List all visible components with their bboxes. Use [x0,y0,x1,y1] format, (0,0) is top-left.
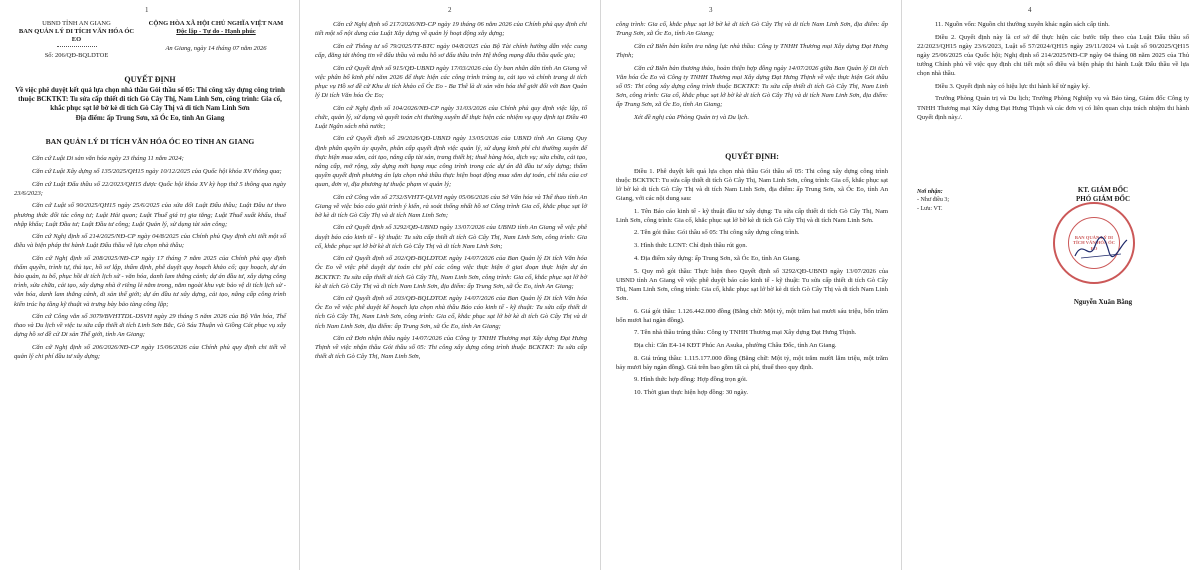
stamp-text: BAN QUẢN LÝ DI TÍCH VĂN HÓA ÓC EO [1072,234,1116,251]
page-number: 2 [448,6,452,14]
article-item: 2. Tên gói thầu: Gói thầu số 05: Thi công xây dựng công trình. [634,229,800,237]
execution-clause: Trưởng Phòng Quản trị và Du lịch; Trưởng Phòng Nghiệp vụ và Bảo tàng, Giám đốc Công ty TNHH Thương mại Xây dựng Đạt Hưng Thịnh và các đơn vị có liên quan chịu trách nhiệm thi hành Quyết định này./. [917,95,1189,121]
legal-basis: Căn cứ Công văn số 2732/SVHTT-QLVH ngày 05/06/2026 của Sở Văn hóa và Thể thao tỉnh An Giang về việc báo cáo giải trình ý kiến, rà soát thống nhất hồ sơ Công trình Gia cố, khắc phục sạt lở bờ kè di tích Gò Cây Thị và di tích Nam Linh Sơn; [315,193,587,219]
recipients-block [917,188,949,213]
article-item: 1. Tên Báo cáo kinh tế - kỹ thuật đầu tư xây dựng: Tu sửa cấp thiết di tích Gò Cây Thị, Nam Linh Sơn, công trình: Gia cố, khắc phục sạt lở bờ kè di tích Gò Cây Thị và di tích Nam Linh Sơn. [616,207,888,224]
recipients-title: Nơi nhận: [917,189,943,195]
legal-basis: Căn cứ Luật số 90/2025/QH15 ngày 25/6/2025 của sửa đổi Luật Đấu thầu; Luật Đầu tư theo phương thức đối tác công tư; Luật Hải quan; Luật Thuế giá trị gia tăng; Luật Thuế xuất khẩu, thuế nhập khẩu; Luật Đầu tư; Luật Đầu tư công; Luật Quản lý, sử dụng tài sản công; [14,202,286,228]
issuing-authority: BAN QUẢN LÝ DI TÍCH VĂN HÓA ÓC EO TỈNH AN GIANG [45,137,255,147]
page-number: 1 [145,6,149,14]
legal-basis: Căn cứ Nghị định số 206/2026/NĐ-CP ngày 15/06/2026 của Chính phủ quy định chi tiết về quản lý chi phí đầu tư xây dựng; [14,344,286,361]
agency-block [14,20,139,61]
handwritten-signature [1071,234,1131,264]
agency-parent: UBND TỈNH AN GIANG [42,20,111,27]
article-item: 10. Thời gian thực hiện hợp đồng: 30 ngày. [634,389,749,397]
article-item: 6. Giá gói thầu: 1.126.442.000 đồng (Bằng chữ: Một tỷ, một trăm hai mươi sáu triệu, bốn trăm bốn mươi hai ngàn đồng). [616,307,888,324]
article-3: Điều 3. Quyết định này có hiệu lực thi hành kể từ ngày ký. [935,82,1090,90]
national-block [146,20,286,61]
article-item: Địa chỉ: Căn E4-14 KĐT Phúc An Asuka, phường Châu Đốc, tỉnh An Giang. [634,341,837,349]
header-divider [57,46,97,47]
article-item: 8. Giá trúng thầu: 1.115.177.000 đồng (Bằng chữ: Một tỷ, một trăm mười lăm triệu, một trăm bảy mươi bảy ngàn đồng). Giá trên bao gồm tất cả phí, thuế theo quy định. [616,354,888,371]
legal-basis: Căn cứ Quyết định số 915/QĐ-UBND ngày 17/03/2026 của Ủy ban nhân dân tỉnh An Giang về việc phân bổ kinh phí năm 2026 để thực hiện các công trình trùng tu, cải tạo và chỉnh trang di tích phục vụ Hồ sơ đề cử Khu di tích khảo cổ Óc Eo - Ba Thê là di sản văn hóa thế giới đối với Ban Quản lý Di tích Văn hóa Óc Eo; [315,64,587,99]
legal-basis: Căn cứ Quyết định số 3292/QĐ-UBND ngày 13/07/2026 của UBND tỉnh An Giang về việc phê duyệt báo cáo kinh tế - kỹ thuật: Tu sửa cấp thiết di tích Gò Cây Thị, Nam Linh Sơn, công trình: Gia cố, khắc phục sạt lở bờ kè di tích Gò Cây Thị và di tích Nam Linh Sơn; [315,224,587,250]
sign-for: KT. GIÁM ĐỐC [1077,186,1129,194]
article-item: 9. Hình thức hợp đồng: Hợp đồng trọn gói. [634,376,748,384]
legal-basis: Căn cứ Thông tư số 79/2025/TT-BTC ngày 04/8/2025 của Bộ Tài chính hướng dẫn việc cung cấp, đăng tải thông tin về đấu thầu và mẫu hồ sơ đấu thầu trên Hệ thống mạng đấu thầu quốc gia; [315,42,587,59]
national-title: CỘNG HÒA XÃ HỘI CHỦ NGHĨA VIỆT NAM [148,20,284,27]
article-item: 5. Quy mô gói thầu: Thực hiện theo Quyết định số 3292/QĐ-UBND ngày 13/07/2026 của UBND tỉnh An Giang về việc phê duyệt báo cáo kinh tế - kỹ thuật: Tu sửa cấp thiết di tích Gò Cây Thị, Nam Linh Sơn, công trình: Gia cố, khắc phục sạt lở bờ kè di tích Gò Cây Thị và di tích Nam Linh Sơn. [616,267,888,302]
subject-location: Địa điểm: ấp Trung Sơn, xã Óc Eo, tỉnh An Giang [75,113,225,122]
subject-text: Về việc phê duyệt kết quả lựa chọn nhà thầu Gói thầu số 05: Thi công xây dựng công trình thuộc BCKTKT: Tu sửa cấp thiết di tích Gò Cây Thị, Nam Linh Sơn, công trình: Gia cố, khắc phục sạt lở bờ kè di tích Gò Cây Thị và di tích Nam Linh Sơn [15,85,285,113]
signature-block [1023,186,1183,204]
page-number: 3 [709,6,713,14]
legal-basis: Căn cứ Nghị định số 104/2026/NĐ-CP ngày 31/03/2026 của Chính phủ quy định việc lập, tổ chức, quản lý, sử dụng và quyết toán chi thường xuyên để thực hiện các nhiệm vụ quy định tại Điều 40 Luật Ngân sách nhà nước; [315,104,587,130]
document-page-3 [602,0,900,570]
article-item: 4. Địa điểm xây dựng: ấp Trung Sơn, xã Óc Eo, tỉnh An Giang. [634,254,801,262]
doc-subject [14,86,286,124]
legal-basis: Căn cứ Công văn số 3079/BVHTTDL-DSVH ngày 29 tháng 5 năm 2026 của Bộ Văn hóa, Thể thao và Du lịch về việc tu sửa cấp thiết di tích Linh Sơn Bắc, Gò Sáu Thuận và Giồng Cát phục vụ xây dựng hồ sơ đề cử Di sản Thế giới, tỉnh An Giang; [14,313,286,339]
legal-basis: Căn cứ Quyết định số 203/QĐ-BQLDTOE ngày 14/07/2026 của Ban Quản lý Di tích Văn hóa Óc Eo về việc phê duyệt kế hoạch lựa chọn nhà thầu Báo cáo kinh tế - kỹ thuật: Tu sửa cấp thiết di tích Gò Cây Thị, Nam Linh Sơn, công trình: Gia cố, khắc phục sạt lở bờ kè di tích Gò Cây Thị và di tích Nam Linh Sơn, địa điểm: ấp Trung Sơn, xã Óc Eo, tỉnh An Giang; [315,295,587,330]
article-item: 11. Nguồn vốn: Nguồn chi thường xuyên khác ngân sách cấp tỉnh. [935,21,1110,28]
legal-basis: Căn cứ Biên bản kiểm tra năng lực nhà thầu: Công ty TNHH Thương mại Xây dựng Đạt Hưng Thịnh; [616,42,888,59]
legal-basis: Căn cứ Nghị định số 208/2025/NĐ-CP ngày 17 tháng 7 năm 2025 của Chính phủ quy định thẩm quyền, trình tự, thủ tục, hồ sơ lập, thẩm định, phê duyệt quy hoạch khảo cổ; quy hoạch, dự án bảo quản, tu bổ, phục hồi di tích lịch sử - văn hóa, danh lam thắng cảnh; dự án đầu tư, xây dựng công trình, sửa chữa, cải tạo, xây dựng nhà ở riêng lẻ nằm trong, nằm ngoài khu vực bảo vệ di tích lịch sử - văn hóa, danh lam thắng cảnh, di sản thế giới; dự án đầu tư xây dựng, cải tạo, nâng cấp công trình kiến trúc hạ tầng kỹ thuật và trưng bày bảo tàng công lập; [14,255,286,308]
legal-basis: Căn cứ Luật Xây dựng số 135/2025/QH15 ngày 10/12/2025 của Quốc hội khóa XV thông qua; [32,167,282,175]
article-item: 7. Tên nhà thầu trúng thầu: Công ty TNHH Thương mại Xây dựng Đạt Hưng Thịnh. [634,329,857,337]
legal-basis: Căn cứ Nghị định số 214/2025/NĐ-CP ngày 04/8/2025 của Chính phủ Quy định chi tiết một số điều và biện pháp thi hành Luật Đấu thầu về lựa chọn nhà thầu; [14,233,286,250]
page-divider [901,0,902,570]
page-number: 4 [1028,6,1032,14]
doc-number: Số: 206/QĐ-BQLDTOE [44,52,109,60]
page-divider [299,0,300,570]
motto: Độc lập - Tự do - Hạnh phúc [176,28,256,36]
agency-name: BAN QUẢN LÝ DI TÍCH VĂN HÓA ÓC EO [18,28,135,44]
place-date: An Giang, ngày 14 tháng 07 năm 2026 [165,45,267,53]
legal-basis: Căn cứ Quyết định số 29/2026/QĐ-UBND ngày 13/05/2026 của UBND tỉnh An Giang Quy định phân quyền ủy quyền, phân cấp quyết định việc quản lý, sử dụng kinh phí chi thường xuyên để thực hiện mua sắm, cải tạo, nâng cấp tài sản, trang thiết bị; thuê hàng hóa, dịch vụ; sửa chữa, cải tạo, nâng cấp, mở rộng, xây dựng mới hạng mục công trình trong các dự án đã đầu tư xây dựng; thẩm quyền quyết định phương án lựa chọn nhà thầu thực hiện hoạt động mua sắm dự toán, chỉ tiêu của cơ quan, đơn vị, địa phương tự thuộc phạm vi quản lý; [315,135,587,188]
document-page-1 [0,0,298,570]
document-page-2 [301,0,599,570]
signer-name: Nguyễn Xuân Bằng [1073,298,1133,306]
sign-title: PHÓ GIÁM ĐỐC [1075,194,1131,203]
decision-heading: QUYẾT ĐỊNH: [725,151,779,161]
legal-basis: công trình: Gia cố, khắc phục sạt lở bờ kè di tích Gò Cây Thị và di tích Nam Linh Sơn, địa điểm: ấp Trung Sơn, xã Óc Eo, tỉnh An Giang; [616,21,888,38]
article-1: Điều 1. Phê duyệt kết quả lựa chọn nhà thầu Gói thầu số 05: Thi công xây dựng công trình thuộc BCKTKT: Tu sửa cấp thiết di tích Gò Cây Thị, Nam Linh Sơn, công trình: Gia cố, khắc phục sạt lở bờ kè di tích Gò Cây Thị và di tích Nam Linh Sơn, địa điểm: ấp Trung Sơn, xã Óc Eo, tỉnh An Giang, với các nội dung sau: [616,167,888,202]
signer-block [1023,298,1183,307]
legal-basis: Căn cứ Quyết định số 202/QĐ-BQLDTOE ngày 14/07/2026 của Ban Quản lý Di tích Văn hóa Óc Eo về việc phê duyệt dự toán chi phí các công việc thực hiện ở giai đoạn thực hiện dự án BCKTKT: Tu sửa cấp thiết di tích Gò Cây Thị, Nam Linh Sơn, công trình: Gia cố, khắc phục sạt lở bờ kè di tích Gò Cây Thị và di tích Nam Linh Sơn, địa điểm: ấp Trung Sơn, xã Óc Eo, tỉnh An Giang; [315,255,587,290]
legal-basis: Căn cứ Đơn nhận thầu ngày 14/07/2026 của Công ty TNHH Thương mại Xây dựng Đạt Hưng Thịnh về việc nhận thầu Gói thầu số 05: Thi công xây dựng công trình thuộc BCKTKT: Tu sửa cấp thiết di tích Gò Cây Thị, Nam Linh Sơn, [315,335,587,361]
article-2: Điều 2. Quyết định này là cơ sở để thực hiện các bước tiếp theo của Luật Đấu thầu số 22/2023/QH15 ngày 23/6/2023, Luật số 57/2024/QH15 ngày 29/11/2024 và Luật số 90/2025/QH15 ngày 25/06/2025 của Quốc hội; Nghị định số 214/2025/NĐ-CP ngày 04 tháng 08 năm 2025 của Thủ tướng Chính phủ về việc quy định chi tiết một số điều và biện pháp thi hành Luật Đấu thầu về lựa chọn nhà thầu. [917,33,1189,78]
legal-basis: Căn cứ Nghị định số 217/2026/NĐ-CP ngày 19 tháng 06 năm 2026 của Chính phủ quy định chi tiết một số nội dung của Luật Xây dựng về quản lý hoạt động xây dựng; [315,21,587,38]
article-item: 3. Hình thức LCNT: Chỉ định thầu rút gọn. [634,242,748,250]
document-page-4 [903,0,1200,570]
legal-basis: Căn cứ Luật Di sản văn hóa ngày 23 tháng 11 năm 2024; [32,155,184,163]
recipient-item: - Như điều 3; [917,197,950,204]
legal-basis: Căn cứ Biên bản thương thảo, hoàn thiện hợp đồng ngày 14/07/2026 giữa Ban Quản lý Di tích Văn hóa Óc Eo và Công ty TNHH Thương mại Xây dựng Đạt Hưng Thịnh về việc thực hiện Gói thầu số 05: Thi công xây dựng công trình thuộc BCKTKT: Tu sửa cấp thiết di tích Gò Cây Thị, Nam Linh Sơn, công trình: Gia cố, khắc phục sạt lở bờ kè di tích Gò Cây Thị và di tích Nam Linh Sơn, địa điểm: ấp Trung Sơn, xã Óc Eo, tỉnh An Giang; [616,64,888,108]
doc-type: QUYẾT ĐỊNH [124,74,176,84]
legal-basis: Căn cứ Luật Đấu thầu số 22/2023/QH15 được Quốc hội khóa XV kỳ họp thứ 5 thông qua ngày 23/6/2023; [14,180,286,197]
proposal-note: Xét đề nghị của Phòng Quản trị và Du lịch. [634,113,750,121]
document-header [14,20,286,61]
recipient-item: - Lưu: VT. [917,205,943,212]
page-divider [600,0,601,570]
